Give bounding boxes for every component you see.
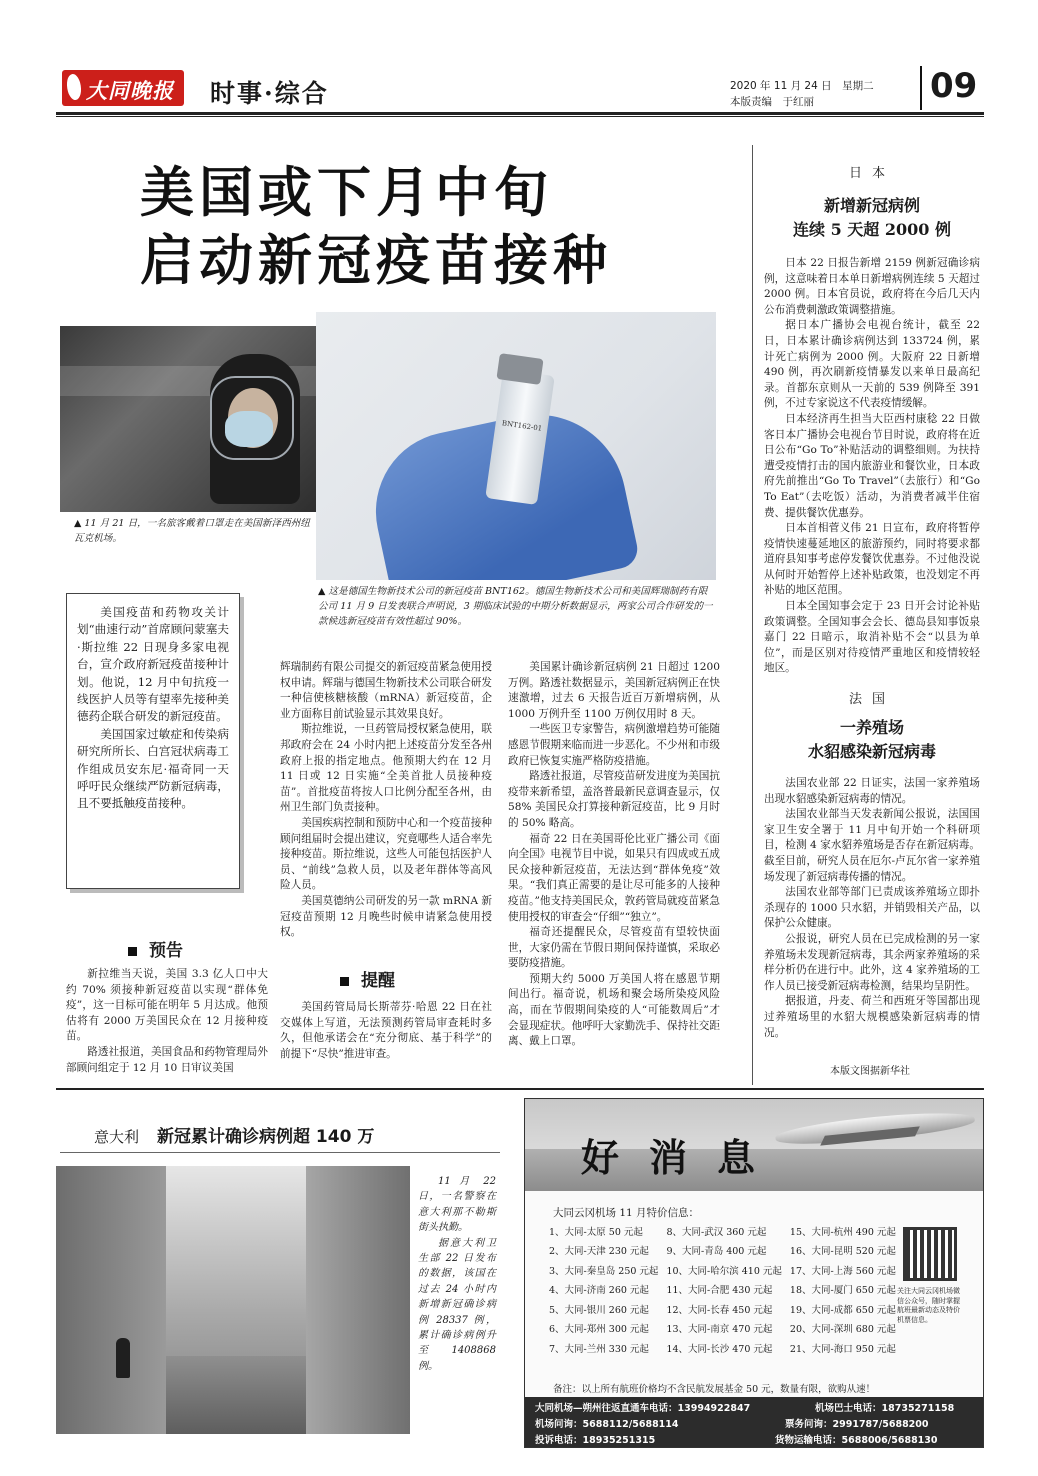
ad-contact-band	[525, 1397, 983, 1447]
article-paragraph: 日本全国知事会定于 23 日开会讨论补贴政策调整。全国知事会会长、德岛县知事饭泉嘉门 22 日暗示，取消补贴不会“以县为单位”，而是区别对待疫情严重地区和疫情较轻地区。	[764, 600, 980, 675]
italy-caption	[418, 1174, 496, 1374]
article-paragraph: 美国疾病控制和预防中心和一个疫苗接种顾问组届时会提出建议，究竟哪些人适合率先接种疫苗。斯拉维说，这些人可能包括医护人员、“前线”急救人员，以及老年群体等高风险人员。	[280, 816, 492, 892]
photo-airport-traveler	[60, 326, 328, 512]
article-paragraph: 福奇还提醒民众，尽管疫苗有望较快面世，大家仍需在节假日期间保持谨慎，采取必要防疫措施。	[508, 926, 720, 970]
lead-paragraph: 美国疫苗和药物攻关计划“曲速行动”首席顾问蒙塞夫·斯拉维 22 日现身多家电视台，宣介政府新冠疫苗接种计划。他说，12 月中旬抗疫一线医护人员等有望率先接种美德药企联合研发的新冠疫苗。	[77, 605, 229, 724]
italy-caption-paragraph: 据意大利卫生部 22 日发布的数据，该国在过去 24 小时内新增新冠确诊病例 28337 例，累计确诊病例升至 1408868 例。	[418, 1237, 496, 1372]
ad-contact-line: 机场问询：5688112/5688114	[535, 1419, 679, 1430]
photo-caption-airport: ▲ 11 月 21 日，一名旅客戴着口罩走在美国新泽西州纽瓦克机场。	[74, 518, 310, 544]
flight-price-cell: 4、大同-济南 260 元起	[549, 1285, 649, 1297]
italy-country-label: 意大利	[94, 1128, 140, 1146]
article-paragraph: 美国莫德纳公司研发的另一款 mRNA 新冠疫苗预期 12 月晚些时候申请紧急使用授权。	[280, 894, 492, 939]
japan-country-label: 日本	[848, 166, 895, 181]
italy-heading-rule	[60, 1152, 500, 1153]
main-headline-line2: 启动新冠疫苗接种	[140, 229, 612, 292]
subsection-title: 提醒	[361, 971, 395, 991]
japan-article	[764, 256, 980, 677]
article-paragraph: 美国药管局局长斯蒂芬·哈恩 22 日在社交媒体上写道，无法预测药管局审查耗时多久，但他承诺会在“充分彻底、基于科学”的前提下“尽快”推进审查。	[280, 1001, 492, 1060]
sidebar-divider	[752, 145, 753, 1085]
japan-title-line2: 连续 5 天超 2000 例	[793, 220, 951, 239]
photo-caption-vaccine: ▲ 这是德国生物新技术公司的新冠疫苗 BNT162。德国生物新技术公司和美国辉瑞制药有限公司 11 月 9 日发表联合声明说，3 期临床试验的中期分析数据显示，两家公司合作研发的一款候选新冠疫苗有效性超过 90%。	[318, 586, 713, 627]
flight-price-cell: 9、大同-青岛 400 元起	[666, 1246, 767, 1258]
flight-price-cell: 18、大同-厦门 650 元起	[789, 1285, 896, 1297]
photo-credit: 本版文图据新华社	[830, 1066, 910, 1077]
flight-price-cell: 6、大同-郑州 300 元起	[549, 1324, 649, 1336]
article-paragraph: 新拉维当天说，美国 3.3 亿人口中大约 70% 须接种新冠疫苗以实现“群体免疫”，这一目标可能在明年 5 月达成。他预估将有 2000 万美国民众在 12 月接种疫苗。	[66, 968, 268, 1043]
article-column-2	[280, 660, 492, 941]
flight-price-cell: 5、大同-银川 260 元起	[549, 1304, 649, 1316]
airplane-icon	[774, 1107, 975, 1150]
logo-text: 大同晚报	[86, 78, 174, 103]
flight-row	[545, 1280, 900, 1300]
france-title-line2: 水貂感染新冠病毒	[807, 742, 936, 761]
flight-price-cell: 21、大同-海口 950 元起	[789, 1343, 896, 1355]
flight-price-cell: 10、大同-哈尔滨 410 元起	[666, 1265, 782, 1277]
flight-row	[545, 1319, 900, 1339]
masthead-rule	[56, 112, 984, 115]
article-paragraph: 法国农业部 22 日证实，法国一家养殖场出现水貂感染新冠病毒的情况。	[764, 777, 980, 805]
article-paragraph: 美国累计确诊新冠病例 21 日超过 1200 万例。路透社数据显示，美国新冠病例正在快速激增，过去 6 天报告近百万新增病例，从 1000 万例升至 1100 万例仅用时 8 天。	[508, 661, 720, 720]
ad-contact-line: 大同机场—朔州往返直通车电话：13994922847	[535, 1403, 751, 1414]
subsection-yugao-heading	[128, 936, 183, 961]
flight-price-cell: 17、大同-上海 560 元起	[789, 1265, 896, 1277]
ad-intro: 大同云冈机场 11 月特价信息：	[553, 1207, 700, 1219]
flight-row	[545, 1241, 900, 1261]
article-paragraph: 斯拉维说，一旦药管局授权紧急使用，联邦政府会在 24 小时内把上述疫苗分发至各州政府上报的指定地点。他预期大约在 12 月 11 日或 12 日实施“全美首批人员接种疫苗”。首批疫苗将按人口比例分配至各州，由州卫生部门负责接种。	[280, 723, 492, 814]
flight-row	[545, 1338, 900, 1358]
lead-paragraph: 美国国家过敏症和传染病研究所所长、白宫冠状病毒工作组成员安东尼·福奇同一天呼吁民众继续严防新冠病毒，且不要抵触疫苗接种。	[77, 726, 229, 811]
article-paragraph: 路透社报道，美国食品和药物管理局外部顾问组定于 12 月 10 日审议美国	[66, 1045, 268, 1074]
page-number: 09	[930, 66, 978, 106]
ad-contact-line: 投诉电话：18935251315	[535, 1435, 656, 1446]
article-paragraph: 日本首相菅义伟 21 日宣布，政府将暂停疫情快速蔓延地区的旅游预约，同时将要求都道府县知事考虑停发餐饮优惠券。不过他没说从何时开始暂停上述补贴政策，也没划定不再补贴的地区范围。	[764, 522, 980, 597]
issue-date: 2020 年 11 月 24 日 星期二	[730, 80, 874, 92]
france-title-line1: 一养殖场	[839, 718, 904, 737]
ad-note: 备注：以上所有航班价格均不含民航发展基金 50 元，数量有限，欲购从速！	[553, 1384, 876, 1395]
article-paragraph: 一些医卫专家警告，病例激增趋势可能随感恩节假期来临而进一步恶化。不少州和市级政府已恢复实施严格防疫措施。	[508, 723, 720, 767]
vial-label: BNT162-01	[501, 419, 543, 433]
page-editor: 本版责编 于红丽	[730, 96, 814, 108]
main-headline-line1: 美国或下月中旬	[140, 161, 553, 224]
flight-price-cell: 1、大同-太原 50 元起	[549, 1226, 643, 1238]
flight-price-cell: 14、大同-长沙 470 元起	[666, 1343, 773, 1355]
italy-title: 新冠累计确诊病例超 140 万	[157, 1127, 375, 1147]
ad-contact-line: 票务问询：2991787/5688200	[785, 1419, 929, 1430]
article-paragraph: 福奇 22 日在美国哥伦比亚广播公司《面向全国》电视节目中说，如果只有四成或五成民众接种新冠疫苗，无法达到“群体免疫”效果。“我们真正需要的是让尽可能多的人接种疫苗。”他支持美国民众，敦药管局就疫苗紧急使用授权的审查会“仔细”“独立”。	[508, 832, 720, 923]
flight-price-cell: 3、大同-秦皇岛 250 元起	[549, 1265, 659, 1277]
square-bullet-icon	[340, 977, 349, 986]
flight-price-table	[545, 1221, 900, 1358]
photo-vaccine-vial	[316, 312, 716, 580]
masthead-rule-thin	[56, 116, 984, 117]
qr-code	[903, 1227, 957, 1281]
photo-naples-street	[56, 1166, 410, 1434]
italy-caption-paragraph: 11 月 22 日，一名警察在意大利那不勒斯街头执勤。	[418, 1176, 496, 1234]
section-title: 时事·综合	[210, 79, 329, 108]
flight-row	[545, 1221, 900, 1241]
flight-row	[545, 1299, 900, 1319]
lead-box	[66, 593, 240, 889]
flight-price-cell: 16、大同-昆明 520 元起	[789, 1246, 896, 1258]
flight-price-cell: 12、大同-长春 450 元起	[666, 1304, 773, 1316]
subsection-tixing-heading	[340, 966, 395, 991]
subsection-title: 预告	[149, 941, 183, 961]
flight-price-cell: 15、大同-杭州 490 元起	[789, 1226, 896, 1238]
flight-row	[545, 1260, 900, 1280]
square-bullet-icon	[128, 947, 137, 956]
flight-price-cell: 13、大同-南京 470 元起	[666, 1324, 773, 1336]
article-paragraph: 据日本广播协会电视台统计，截至 22 日，日本累计确诊病例达到 133724 例，累计死亡病例为 2000 例。大阪府 22 日新增 490 例，再次刷新疫情暴发以来单日最高纪录。首都东京则从一天前的 539 例降至 391 例，不过专家说这不代表疫情缓解。	[764, 319, 980, 410]
ad-headline: 好消息	[581, 1136, 786, 1180]
article-paragraph: 预期大约 5000 万美国人将在感恩节期间出行。福奇说，机场和聚会场所染疫风险高，而在节假期间染疫的人“可能数周后”才会显现症状。他呼吁大家勤洗手、保持社交距离、戴上口罩。	[508, 972, 720, 1048]
article-paragraph: 辉瑞制药有限公司提交的新冠疫苗紧急使用授权申请。辉瑞与德国生物新技术公司联合研发一种信使核糖核酸（mRNA）新冠疫苗，企业方面称目前试验显示其效果良好。	[280, 661, 492, 720]
ad-contact-line: 货物运输电话：5688006/5688130	[775, 1435, 938, 1446]
airport-advertisement	[524, 1098, 984, 1448]
article-paragraph: 法国农业部当天发表新闻公报说，法国国家卫生安全署于 11 月中旬开始一个科研项目，检测 4 家水貂养殖场是否存在新冠病毒。截至目前，研究人员在厄尔-卢瓦尔省一家养殖场发现了新冠病毒传播的情况。	[764, 808, 980, 883]
logo-flame-icon	[64, 73, 84, 102]
article-column-2-bottom	[280, 1000, 492, 1062]
article-paragraph: 日本经济再生担当大臣西村康稔 22 日做客日本广播协会电视台节目时说，政府将在近日公布“Go To”补贴活动的调整细则。为扶持遭受疫情打击的国内旅游业和餐饮业，日本政府先前推出“Go To Travel”（去旅行）和“Go To Eat”（去吃饭）活动，为消费者减半住宿费、提供餐饮优惠券。	[764, 412, 980, 519]
flight-price-cell: 19、大同-成都 650 元起	[789, 1304, 896, 1316]
article-paragraph: 法国农业部等部门已责成该养殖场立即扑杀现存的 1000 只水貂，并销毁相关产品，以保护公众健康。	[764, 886, 980, 930]
article-paragraph: 日本 22 日报告新增 2159 例新冠确诊病例，这意味着日本单日新增病例连续 5 天超过 2000 例。日本官员说，政府将在今后几天内公布消费刺激政策调整措施。	[764, 257, 980, 316]
page-number-divider	[920, 66, 922, 110]
qr-caption: 关注大同云冈机场微信公众号，随时掌握航班最新动态及特价机票信息。	[897, 1287, 960, 1324]
flight-price-cell: 20、大同-深圳 680 元起	[789, 1324, 896, 1336]
france-country-label: 法国	[848, 692, 895, 707]
japan-title-line1: 新增新冠病例	[823, 196, 920, 215]
article-paragraph: 路透社报道，尽管疫苗研发进度为美国抗疫带来新希望，盖洛普最新民意调查显示，仅 58% 美国民众打算接种新冠疫苗，比 9 月时的 50% 略高。	[508, 770, 720, 829]
section-rule	[56, 1088, 984, 1090]
article-paragraph: 据报道，丹麦、荷兰和西班牙等国都出现过养殖场里的水貂大规模感染新冠病毒的情况。	[764, 995, 980, 1039]
flight-price-cell: 2、大同-天津 230 元起	[549, 1246, 649, 1258]
article-column-3	[508, 660, 720, 1050]
article-paragraph: 公报说，研究人员在已完成检测的另一家养殖场未发现新冠病毒，其余两家养殖场的采样分析仍在进行中。此外，这 4 家养殖场的工作人员已接受新冠病毒检测，结果均呈阴性。	[764, 932, 980, 992]
article-column-1	[66, 967, 268, 1076]
flight-price-cell: 8、大同-武汉 360 元起	[666, 1226, 767, 1238]
masthead-logo	[62, 70, 184, 106]
italy-heading	[66, 1122, 506, 1147]
ad-contact-line: 机场巴士电话：18735271158	[815, 1403, 955, 1414]
flight-price-cell: 11、大同-合肥 430 元起	[666, 1285, 773, 1297]
france-article	[764, 776, 980, 1041]
flight-price-cell: 7、大同-兰州 330 元起	[549, 1343, 649, 1355]
